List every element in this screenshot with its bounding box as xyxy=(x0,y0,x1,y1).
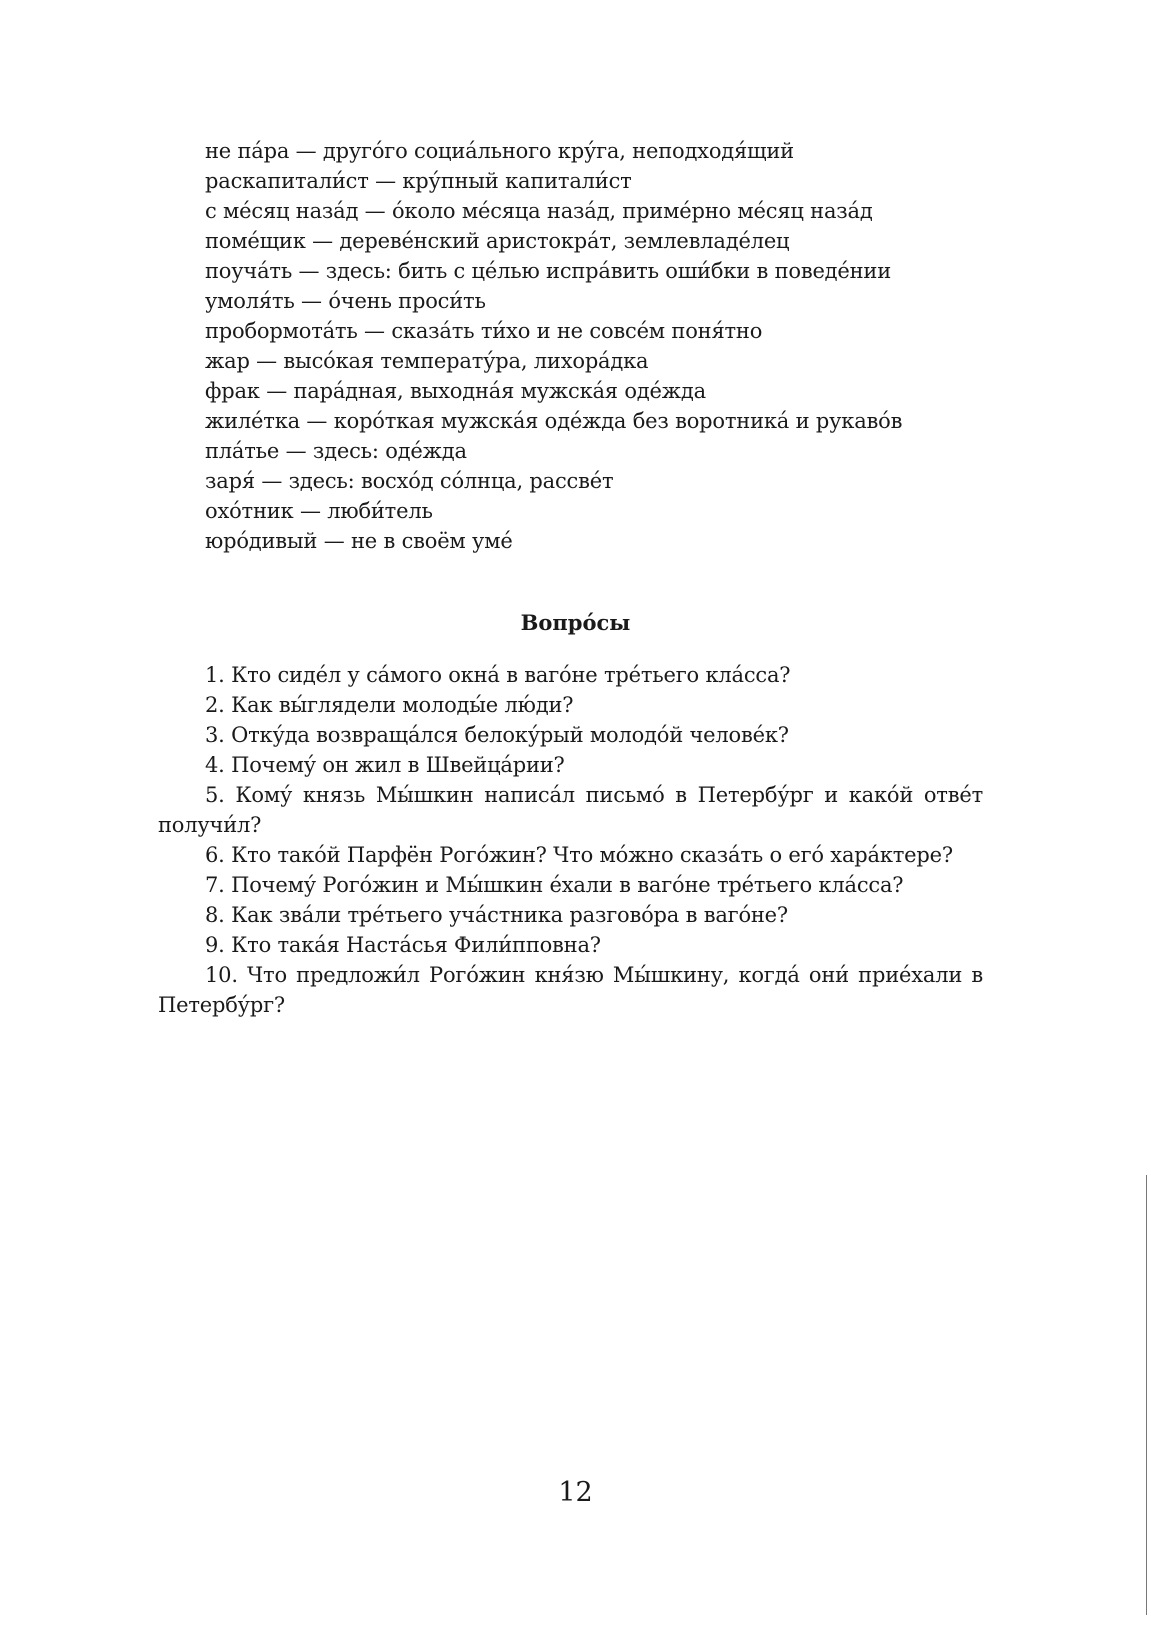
question-item: 5. Кому́ князь Мы́шкин написа́л письмо́ в Петербу́рг и како́й отве́т получи́л? xyxy=(158,783,983,837)
glossary-entry: охо́тник — люби́тель xyxy=(205,499,433,523)
question-item: 6. Кто тако́й Парфён Рого́жин? Что мо́жно сказа́ть о его́ хара́ктере? xyxy=(205,843,953,867)
questions-list xyxy=(158,660,983,1020)
glossary-entry: поме́щик — дереве́нский аристокра́т, землевладе́лец xyxy=(205,229,790,253)
glossary-entry: фрак — пара́дная, выходна́я мужска́я оде́жда xyxy=(205,379,706,403)
question-item: 4. Почему́ он жил в Швейца́рии? xyxy=(205,753,565,777)
question-item: 9. Кто така́я Наста́сья Фили́пповна? xyxy=(205,933,601,957)
glossary-entry: умоля́ть — о́чень проси́ть xyxy=(205,289,486,313)
glossary-entry: жиле́тка — коро́ткая мужска́я оде́жда без воротника́ и рукаво́в xyxy=(205,409,903,433)
glossary-entry: раскапитали́ст — кру́пный капитали́ст xyxy=(205,169,632,193)
glossary-entry: заря́ — здесь: восхо́д со́лнца, рассве́т xyxy=(205,469,614,493)
question-item: 7. Почему́ Рого́жин и Мы́шкин е́хали в ваго́не тре́тьего кла́сса? xyxy=(205,873,904,897)
questions-heading: Вопро́сы xyxy=(520,610,631,635)
glossary-entry: жар — высо́кая температу́ра, лихора́дка xyxy=(205,349,649,373)
question-item: 10. Что предложи́л Рого́жин кня́зю Мы́шкину, когда́ они́ прие́хали в Петербу́рг? xyxy=(158,963,983,1017)
glossary-entry: не па́ра — друго́го социа́льного кру́га, неподходя́щий xyxy=(205,139,794,163)
glossary-entry: пробормота́ть — сказа́ть ти́хо и не совсе́м поня́тно xyxy=(205,319,763,343)
glossary-entry: юро́дивый — не в своём уме́ xyxy=(205,529,513,553)
question-item: 2. Как вы́глядели молоды́е лю́ди? xyxy=(205,693,574,717)
question-item: 8. Как зва́ли тре́тьего уча́стника разгово́ра в ваго́не? xyxy=(205,903,788,927)
scan-edge-line xyxy=(1146,1175,1147,1615)
glossary-entry: пла́тье — здесь: оде́жда xyxy=(205,439,467,463)
page-number: 12 xyxy=(558,1477,593,1508)
glossary-list xyxy=(205,136,1005,556)
question-item: 1. Кто сиде́л у са́мого окна́ в ваго́не тре́тьего кла́сса? xyxy=(205,663,791,687)
question-item: 3. Отку́да возвраща́лся белоку́рый молодо́й челове́к? xyxy=(205,723,789,747)
glossary-entry: с ме́сяц наза́д — о́коло ме́сяца наза́д, приме́рно ме́сяц наза́д xyxy=(205,199,873,223)
glossary-entry: поуча́ть — здесь: бить с це́лью испра́вить оши́бки в поведе́нии xyxy=(205,259,892,283)
